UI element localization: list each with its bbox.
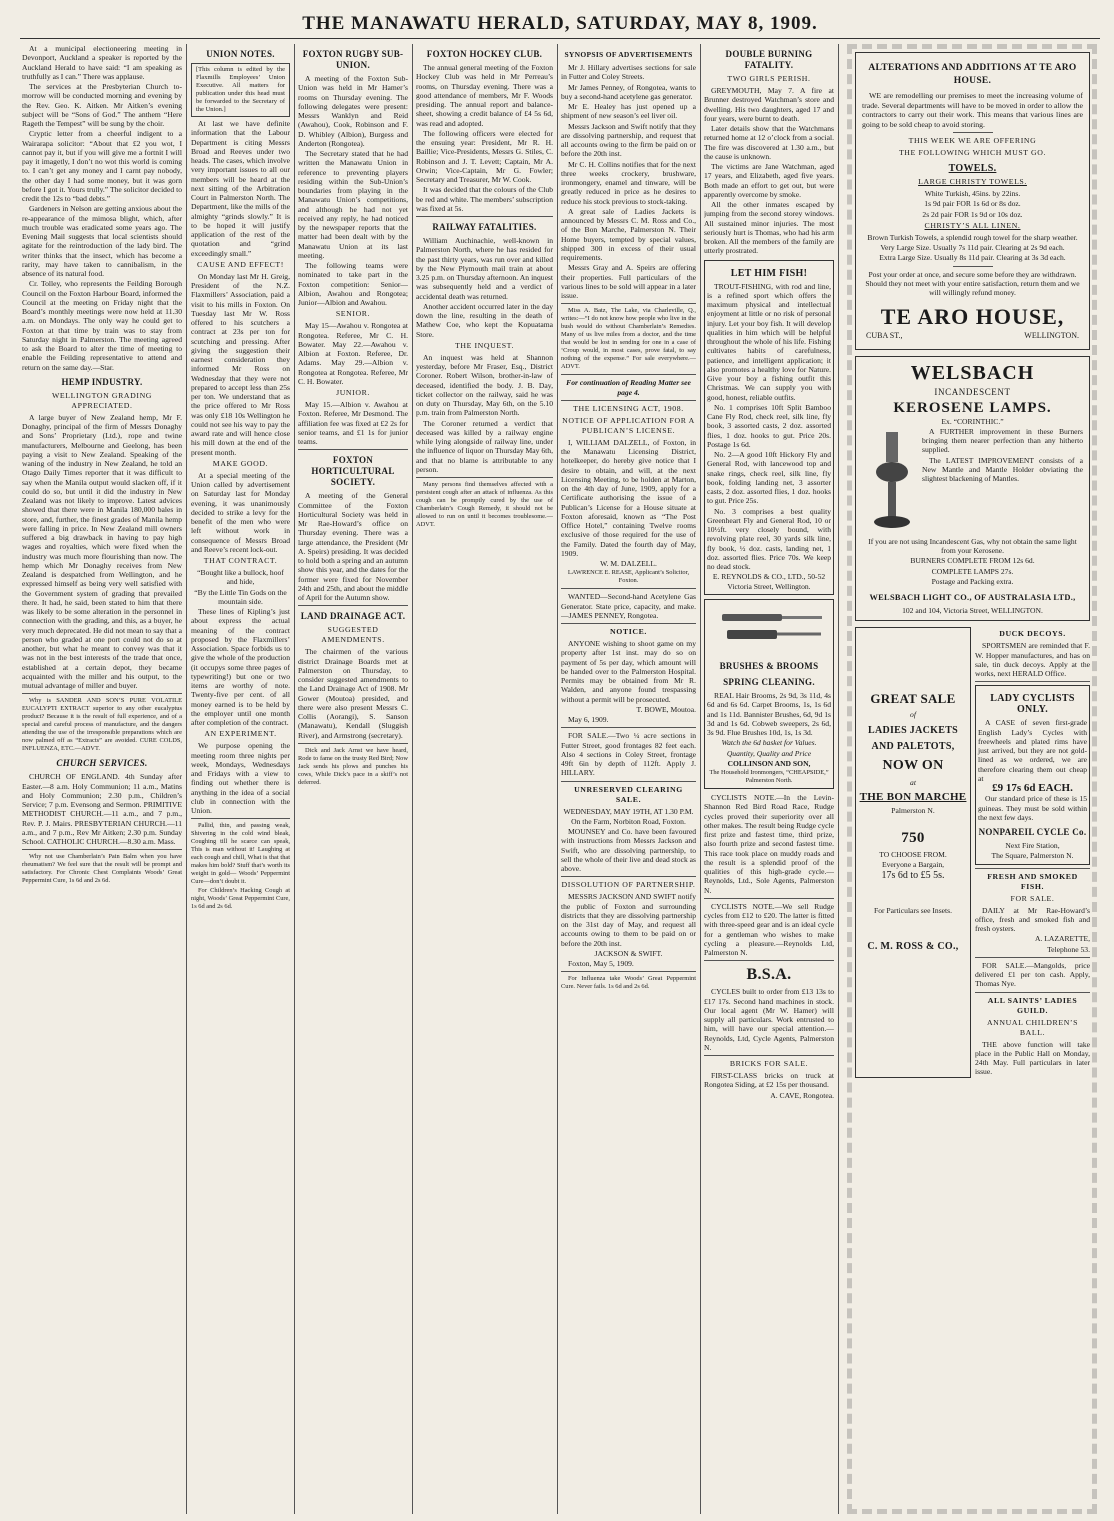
product-price: BURNERS COMPLETE FROM 12s 6d. (910, 556, 1035, 566)
news-paragraph: May 15.—Albion v. Awahou at Foxton. Referee, Mr Desmond. The affiliation fee was fixed at £2 2s for senior teams, and £1 1s for junior teams. (298, 400, 408, 446)
advertiser-name: COLLINSON AND SON, (727, 758, 811, 768)
advertisement-paragraph: THE above function will take place in the Public Hall on Monday, 24th May. Full particulars in later issue. (975, 1039, 1090, 1077)
article-headline: RAILWAY FATALITIES. (432, 222, 537, 232)
product-price: Extra Large Size. Usually 8s 11d pair. Clearing at 3s 3d each. (879, 253, 1066, 263)
advertiser-name: A. LAZARETTE, (1034, 934, 1090, 944)
product-price: 2s 2d pair FOR 1s 9d or 10s doz. (922, 209, 1023, 219)
advertiser-name: E. REYNOLDS & CO., LTD., 50-52 Victoria Street, Wellington. (712, 572, 826, 591)
column-2 (191, 44, 290, 1514)
product-price: COMPLETE LAMPS 27s. (931, 566, 1014, 576)
advertisement-text: For Particulars see Insets. (873, 905, 953, 915)
advertisement-paragraph: Our standard price of these is 15 guineas. They must be sold within the next few days. (978, 794, 1087, 822)
advertisement-paragraph: TROUT-FISHING, with rod and line, is a refined sport which offers the maximum physical and intellectual enjoyment at little or no risk of personal injury. Let your boy fish. It will develop qualities in him which will be helpful throughout the whole of his life. Fishing cultivates habits of carefulness, patience, and intelligent application; it also promotes a healthy love for Nature. Give your boy a fishing outfit this Christmas. We can supply you with good, honest, reliable outfits. (707, 281, 831, 402)
news-paragraph: The following officers were elected for the ensuing year: President, Mr R. H. Baillie; Vice-Presidents, Messrs G. Stiles, C. Robinson and J. T. Levett; Captain, Mr A. Orwin; Vice-Captain, Mr G. Fowler; Secretary and Treasurer, Mr W. Cook. (416, 128, 553, 184)
advertisement-headline: B.S.A. (746, 966, 792, 984)
advertisement-text: TO CHOOSE FROM. (879, 850, 947, 859)
advertisement-paragraph: Post your order at once, and secure some before they are withdrawn. Should they not meet with your entire satisfaction, return them and we will willingly refund money. (865, 269, 1080, 297)
advertisement-headline: FRESH AND SMOKED FISH. (987, 871, 1078, 891)
article-subheading: SUGGESTED AMENDMENTS. (321, 625, 385, 645)
advertisement-verse: Pallid, thin, and passing weak, Shivering in the cold wind bleak, Coughing till he scarce can speak, This is man without it! Laughing at each cough and chill, What is that that makes him bold? Stuff that’s worth its weight in gold— Woods’ Peppermint Cure—don’t doubt it. (191, 822, 290, 886)
article-headline: UNION NOTES. (206, 49, 275, 59)
lady-cyclists-advertisement (975, 685, 1090, 864)
news-paragraph: These lines of Kipling’s just about express the actual meaning of the contract proposed by the Flaxmillers’ Association. Space forbids us to give the whole of the production (it occupys some three pages of typewriting!) but one or two items are worthy of note. Twenty-five per cent. of all money earned is to be held by the employer until one month after completion of the contract. (191, 607, 290, 727)
advertisement-headline: BRICKS FOR SALE. (729, 1059, 809, 1068)
advertisement-paragraph: CYCLISTS NOTE.—We sell Rudge cycles from £12 to £20. The latter is fitted with three-speed gear and is an ideal cycle for a gentleman who wishes to make cycling a pleasure.—Reynolds Ltd, Palmerston N. (704, 901, 834, 957)
advertisement-paragraph: Why is SANDER AND SON’S PURE VOLATILE EUCALYPTI EXTRACT superior to any other eucalyptus product? Because it is the result of full experience, and of a special and careful process of manufacture, and the dangers attending the use of the irresponsible preparations which are now palmed off as “Extracts” are avoided. CURE COLDS, INFLUENZA, ETC.—ADVT. (22, 697, 182, 753)
advertisement-headline: DUCK DECOYS. (999, 629, 1066, 639)
notice-heading: THE LICENSING ACT, 1908. (573, 403, 684, 413)
synopsis-item: Mr C. H. Collins notifies that for the next three weeks crockery, brushware, ironmongery, enamel and tinware, will be greatly reduced in price as he desires to reduce his stock previous to stock-taking. (561, 159, 696, 206)
advertisement-subheading: FOR SALE. (1010, 893, 1055, 903)
advertisement-number: 750 (901, 830, 925, 846)
column-3 (298, 44, 408, 1514)
advertisement-paragraph: Watch the 6d basket for Values. (721, 738, 817, 748)
advertisement-headline: ALL SAINTS’ LADIES GUILD. (987, 995, 1078, 1015)
article-subheading: TWO GIRLS PERISH. (727, 74, 811, 83)
news-paragraph: Cryptic letter from a cheerful indigent to a Wairarapa solicitor: “About that £2 you wot, I cannot pay it, but if you will give me a fortnit I will pay it imagetly, I don’t no wot this world is coming to. I can’t get any money and I carnt pay nobody, the other day I had some money, but it was gorn before I got it. Yours trully.” The solicitor decided to credit the 12s to “bad debts.” (22, 129, 182, 203)
advertisement-headline: LADY CYCLISTS ONLY. (990, 693, 1075, 716)
news-paragraph: Later details show that the Watchmans returned home at 12 o’clock from a social. The fire was discovered at 1.30 a.m., but the cause is unknown. (704, 124, 834, 161)
news-paragraph: The annual general meeting of the Foxton Hockey Club was held in Mr Perreau’s rooms, on Thursday evening. There was a good attendance of members, Mr F. Woods presiding. The annual report and balance-sheet, showing a credit balance of £4 5s 6d, was read and adopted. (416, 63, 553, 128)
notice-date: Foxton, May 5, 1909. (568, 959, 634, 968)
advertisement-subheading: INCANDESCENT (934, 386, 1011, 397)
notice-signature: W. M. DALZELL. (600, 559, 657, 568)
synopsis-item: Mr E. Healey has just opened up a shipment of new season’s eel liver oil. (561, 102, 696, 121)
article-subheading: CAUSE AND EFFECT! (197, 259, 284, 269)
news-paragraph: At last we have definite information that the Labour Department is citing Messrs Broad and Reeves under two heads. The cases, which involve very important issues to all our members will be heard at the next sitting of the Arbitration Court in Palmerston North. The Department, like the mills of the almighty “grinds slowly.” It is to be hoped it will justify application of the rest of the quotation and “grind exceedingly small.” (191, 119, 290, 258)
advertisement-headline: ALTERATIONS AND ADDITIONS AT TE ARO HOUSE. (868, 63, 1077, 86)
product-price: 17s 6d to £5 5s. (881, 869, 945, 881)
notice-heading: NOTICE. (610, 627, 647, 636)
right-small-ads (975, 627, 1090, 1077)
synopsis-item: Messrs Jackson and Swift notify that they are dissolving partnership, and request that all accounts owing to the firm be paid on or before the 20th inst. (561, 121, 696, 159)
notice-paragraph: MESSRS JACKSON AND SWIFT notify the public of Foxton and surrounding districts that they are dissolving partnership on the 31st day of May, and request all accounts owing to them to be paid on or before the 20th inst. (561, 892, 696, 948)
advertisement-headline: TOWELS. (948, 163, 997, 174)
advertisement-text: at (910, 777, 916, 787)
notice-signature: LAWRENCE E. REASE, Applicant’s Solicitor, Foxton. (567, 569, 690, 585)
advertisement-paragraph: WE are remodelling our premises to meet the increasing volume of trade. Several departments will have to be moved in order to allow the contractors to carry out their work. This means that various lines are going to be sold cheap to avoid storing. (862, 91, 1083, 129)
notice-heading: DISSOLUTION OF PARTNERSHIP. (561, 880, 696, 890)
notice-location: On the Farm, Norbiton Road, Foxton. (571, 816, 686, 826)
advertisement-subheading: THE FOLLOWING WHICH MUST GO. (898, 148, 1047, 157)
editorial-note: [This column is edited by the Flaxmills Employees’ Union Executive. All matters for publication under this head must be forwarded to the Secretary of the Union.] (191, 63, 290, 117)
continuation-note: For continuation of Reading Matter see page 4. (566, 378, 691, 397)
synopsis-item: Mr J. Hillary advertises sections for sale in Futter and Coley Streets. (561, 63, 696, 82)
news-paragraph: The Secretary stated that he had written the Manawatu Union in reference to preventing players residing within the Sub-Union’s boundaries from playing in the Manawatu Union’s competitions, and although he had not yet received any reply, he had noticed by the newspaper reports that the matter had been dealt with by the Manawatu Union at its last meeting. (298, 149, 408, 260)
product-price: 1s 9d pair FOR 1s 6d or 8s doz. (924, 199, 1021, 209)
advertiser-name: NONPAREIL CYCLE Co. (978, 827, 1087, 837)
advertisement-subheading: CHRISTY’S ALL LINEN. (924, 220, 1021, 230)
notice-date: WEDNESDAY, MAY 19TH, AT 1.30 P.M. (563, 806, 694, 816)
news-paragraph: William Auchinachie, well-known in Palmerston North, where he has resided for the past thirty years, was run over and killed by the New Plymouth mail train at about 3.25 p.m. on Thursday afternoon. An inquest was subsequently held and a verdict of accidental death was returned. (416, 236, 553, 301)
advertisement-paragraph: CYCLES built to order from £13 13s to £17 17s. Second hand machines in stock. Our local agent (Mr W. Hamer) will supply all particulars. Work entrusted to him, will have our special attention.—Reynolds, Ltd, Cycle Agents, Palmerston N. (704, 987, 834, 1052)
advertisement-verse: Dick and Jack Arnst we have heard, Rode to fame on the trusty Red Bird; Now Jack sends his plows and punches his cows, While Dick’s pace in a skiff’s not deferred. (298, 746, 408, 786)
column-rule (838, 44, 839, 1514)
news-paragraph: A meeting of the Foxton Sub-Union was held in Mr Hamer’s rooms on Thursday evening. The following delegates were present: Messrs Wanklyn and Reid (Awahou), Cook, Robinson and F. D. Whibley (Albion), Burgess and Anderton (Rongotea). (298, 74, 408, 148)
notice-paragraph: ANYONE wishing to shoot game on my property after 1st inst. may do so on payment of 5s per day, which amount will be handed over to the Palmerston Hospital. Permits may be obtained from Mr R. Walden, and anyone found trespassing without a permit will be prosecuted. (561, 639, 696, 704)
advertisement-headline: AND PALETOTS, (871, 740, 955, 752)
advertiser-address: 102 and 104, Victoria Street, WELLINGTON. (902, 606, 1043, 615)
advertisement-text: of (910, 710, 916, 720)
news-paragraph: Gardeners in Nelson are getting anxious about the re-appearance of the mimosa blight, which, after much trouble was eradicated some years ago. The Evening Mail suggests that local scientists should agitate for the reintroduction of the lady bird. The writer thinks that the insect, which has become a rarity, may have taken to cannibalism, in the absence of its natural food. (22, 204, 182, 278)
notice-heading: UNRESERVED CLEARING SALE. (574, 784, 683, 804)
column-rule (186, 44, 187, 1514)
article-subheading: WELLINGTON GRADING APPRECIATED. (51, 390, 153, 410)
advertisement-paragraph: The LATEST IMPROVEMENT consists of a New Mantle and Mantle Holder obviating the slightest blackening of Mantles. (922, 455, 1083, 483)
advertisement-headline: GREAT SALE (870, 691, 956, 707)
advertisement-paragraph: No. 1 comprises 10ft Split Bamboo Cane Fly Rod, check reel, silk line, fly book, 3 assorted casts, 2 doz. assorted flies, 1 doz. hooks to gut. Price 20s. Postage 1s 6d. (707, 402, 831, 449)
product-description: White Turkish, 45ins. by 22ins. (924, 189, 1021, 198)
column-6 (704, 44, 834, 1514)
advertisement-paragraph: CYCLISTS NOTE.—In the Levin-Shannon Red Bird Road Race, Rudge cycles proved their superiority over all other makes. The result being Rudge cycle first prize and fastest time, third prize, also fourth prize and second fastest time. This race took place on muddy roads and the result is a splendid proof of the qualities of this high-grade cycle.—Reynolds, Ltd., Sole Agents, Palmerston N. (704, 793, 834, 895)
column-7 (855, 52, 1090, 1507)
article-subheading: AN EXPERIMENT. (204, 729, 277, 739)
classified-ad: FOR SALE.—Mangolds, price delivered £1 per ton cash. Apply, Thomas Nye. (975, 960, 1090, 989)
advertiser-address: Next Fire Station, (1005, 841, 1060, 850)
column-rule (294, 44, 295, 1514)
fishing-advertisement (704, 260, 834, 595)
news-paragraph: The chairmen of the various district Drainage Boards met at Palmerston on Thursday, to consider suggested amendments to the Land Drainage Act of 1908. Mr Gower (Moutoa) presided, and there were also present Messrs C. Collis (Aorangi), S. Sanson (Manawatu), Kendall (Sluggish River), and Armstrong (secretary). (298, 647, 408, 740)
advertisement-paragraph: Quantity, Quality and Price (726, 748, 812, 758)
news-paragraph: We purpose opening the meeting room three nights per week, Mondays, Wednesdays and Fridays with a view to finding out whether there is anything in the idea of a social club in connection with the Union. (191, 741, 290, 815)
column-5 (561, 44, 696, 1514)
news-paragraph: The following teams were nominated to take part in the Foxton competition: Senior—Albion, Awahou and Rongotea; Junior—Albion and Awahou. (298, 261, 408, 307)
quotation: “Bought like a bullock, hoof and hide, (197, 568, 284, 587)
classified-ad: WANTED—Second-hand Acetylene Gas Generator. State price, capacity, and make.—JAMES PENNEY, Rongotea. (561, 592, 696, 620)
notice-heading: NOTICE OF APPLICATION FOR A PUBLICAN’S LICENSE. (562, 415, 695, 435)
notice-paragraph: MOUNSEY and Co. have been favoured with instructions from Messrs Jackson and Swift, who are dissolving partnership, to sell the whole of their live and dead stock as above. (561, 827, 696, 873)
brushes-advertisement (704, 599, 834, 789)
advertisement-paragraph: DAILY at Mr Rae-Howard’s office, fresh and smoked fish and fresh oysters. (975, 905, 1090, 933)
advertisement-headline: NOW ON (882, 757, 944, 773)
notice-date: May 6, 1909. (568, 715, 609, 724)
column-rule (412, 44, 413, 1514)
news-paragraph: The Coroner returned a verdict that deceased was killed by a railway engine while lying alongside of railway line, under the influence of liquor on Thursday May 6th, and that no blame is attributable to any person. (416, 418, 553, 474)
news-paragraph: Another accident occurred later in the day down the line, resulting in the death of Mathew Coe, who kept the Kopuatama Store. (416, 301, 553, 339)
notice-signature: JACKSON & SWIFT. (594, 948, 663, 958)
synopsis-item: A great sale of Ladies Jackets is announced by Messrs C. M. Ross and Co., of the Bon Marche, Palmerston N. Their Home buyers, tempted by special values, shipped 300 in excess of their usual requirements. (561, 206, 696, 262)
store-city: WELLINGTON. (1024, 331, 1079, 341)
synopsis-item: Mr James Penney, of Rongotea, wants to buy a second-hand acetylene gas generator. (561, 82, 696, 101)
article-headline: HEMP INDUSTRY. (61, 376, 143, 387)
article-headline: FOXTON HOCKEY CLUB. (426, 49, 543, 59)
advertisement-headline: BRUSHES & BROOMS (719, 661, 819, 671)
masthead (20, 10, 1100, 39)
advertisement-paragraph: Miss A. Batz, The Lake, via Charleville, Q., writes:—“I do not know how people who live in the bush would do without Chamberlain’s Remedies. Many of us live miles from a doctor, and the time that would be lost in sending for one in a case of ‘Croup would, in most cases, prove fatal, to say nothing of the expense.” For sale everywhere.—ADVT. (561, 307, 696, 371)
advertisement-paragraph: SPORTSMEN are reminded that F. W. Hopper manufactures, and has on sale, tin duck decoys. Apply at the works, next HERALD Office. (975, 641, 1090, 678)
advertisement-headline: LADIES JACKETS (867, 724, 959, 736)
advertiser-address: The Household Ironmongers, “CHEAPSIDE,” Palmerston North. (709, 769, 829, 784)
store-name: THE BON MARCHE (859, 790, 967, 803)
advertisement-headline: WELSBACH (910, 361, 1035, 384)
te-aro-advertisement (855, 52, 1090, 350)
product-description: Brown Turkish Towels, a splendid rough towel for the sharp weather. (867, 232, 1078, 242)
news-paragraph: The services at the Presbyterian Church to-morrow will be conducted morning and evening by the Rev. Geo. K. Aitken. Mr Aitken’s evening subject will be “Sons of God.” The anthem “Here Rageth the Tempest” will be sung by the choir. (22, 82, 182, 128)
article-headline: CHURCH SERVICES. (56, 758, 148, 769)
column-rule (700, 44, 701, 1514)
product-price: £9 17s 6d EACH. (992, 782, 1073, 794)
advertisement-paragraph: For Children’s Hacking Cough at night, Woods’ Great Peppermint Cure, 1s 6d and 2s 6d. (191, 887, 290, 911)
column-1 (22, 44, 182, 1514)
notice-paragraph: I, WILLIAM DALZELL, of Foxton, in the Manawatu Licensing District, hotelkeeper, do hereby give notice that I desire to obtain, and will, at the next Licensing Meeting, to be holden at Marton, on the 4th day of June, 1909, apply for a Certificate authorising the issue of a Publican’s License for a House situate at Foxton aforesaid, known as “The Post Office Hotel,” containing Twelve rooms exclusive of those required for the use of the Family. Dated the fourth day of May, 1909. (561, 437, 696, 558)
advertisement-headline: KEROSENE LAMPS. (893, 399, 1052, 416)
news-paragraph: A large buyer of New Zealand hemp, Mr F. Donaghy, principal of the firm of Messrs Donaghy and Sons’ Proprietary (Ltd.), rope and twine manufacturers, Melbourne and Geelong, has been paying a visit to New Zealand. Speaking of the waning of the industry in New Zealand, he told an Otago Daily Times reporter that it was difficult to say when the Manila output would slacken off, if it could do so, but until it did the industry in New Zealand was not likely to improve. Latest advices showed that there were in Manila 180,000 bales in store, and, further, the finest grades of Manila hemp were falling in price. In New Zealand mill owners suffered a big drawback in having to pay high wages and royalties, which were fixed when the industry was much more flourishing than now. The hemp which Mr Donaghy receives from New Zealand is despatched from Wellington, and he expressed himself as being very well satisfied with the Government system of grading that prevailed there. It had, he said, been stated to him that there was likely to be some alteration in the personnel in connection with the grading, and this, as a buyer, he very much deprecated. He did not mean to say that a person who graded at one port could not do so at another, but what he meant to convey was that it was not in the best interests of the trade that once, established at a certain depot, they became acquainted with the miller and his output, to the mutual advantage of miller and buyer. (22, 412, 182, 690)
advertisement-subheading: THIS WEEK WE ARE OFFERING (908, 136, 1037, 145)
advertiser-name: A. CAVE, Rongotea. (770, 1090, 834, 1100)
store-address: CUBA ST., (866, 331, 903, 341)
news-paragraph: CHURCH OF ENGLAND. 4th Sunday after Easter.—8 a.m. Holy Communion; 11 a.m., Matins and Holy Communion; 2.30 p.m., Children’s Service; 7 p.m. Evensong and Sermon. PRIMITIVE METHODIST CHURCH.—11 a.m., and 7 p.m., Rev. P. J. Mairs. PRESBYTERIAN CHURCH.—11 a.m., and 7 p.m., Rev Mr Aitken; 2.30 p.m. Sunday School. CATHOLIC CHURCH.—8.30 a.m. Mass. (22, 772, 182, 846)
advertiser-telephone: Telephone 53. (1047, 944, 1090, 954)
advertisement-headline: SPRING CLEANING. (723, 677, 815, 687)
advertisement-paragraph: FIRST-CLASS bricks on truck at Rongotea Siding, at £2 15s per thousand. (704, 1071, 834, 1090)
article-subheading: MAKE GOOD. (212, 458, 269, 468)
column-rule (557, 44, 558, 1514)
section-headline: SYNOPSIS OF ADVERTISEMENTS (564, 50, 693, 59)
quotation: “By the Little Tin Gods on the mountain side. (194, 587, 287, 606)
article-headline: DOUBLE BURNING FATALITY. (725, 49, 813, 70)
product-price: Very Large Size. Usually 7s 11d pair. Clearing at 2s 9d each. (880, 243, 1065, 252)
news-paragraph: May 15—Awahou v. Rongotea at Rongotea. Referee, Mr C. H. Bowater. May 22.—Awahou v. Albion at Foxton. Referee, Dr. Adams. May 29.—Albion v. Rongotea at Rongotea. Referee, Mr C. H. Bowater. (298, 321, 408, 386)
news-paragraph: A meeting of the General Committee of the Foxton Horticultural Society was held in Mr Rae-Howard’s office on Thursday evening. There was a large attendance, the President (Mr A. Speirs) presiding. It was decided to hold both a spring and an autumn show this year, and the dates for the former were fixed for November 24th and 25th, and about the middle of April for the Autumn show. (298, 491, 408, 602)
classified-ad: FOR SALE.—Two ¼ acre sections in Futter Street, good frontages 82 feet each. Also 4 sections in Coley Street, frontage 49ft 6in by depth of 112ft. Apply J. HILLARY. (561, 731, 696, 778)
advertiser-name: WELSBACH LIGHT CO., OF AUSTRALASIA LTD., (869, 593, 1076, 602)
advertisement-paragraph: If you are not using Incandescent Gas, why not obtain the same light from your Kerosene. (868, 536, 1077, 555)
article-headline: FOXTON HORTICULTURAL SOCIETY. (311, 455, 395, 488)
store-city: Palmerston N. (891, 805, 935, 815)
news-paragraph: It was decided that the colours of the Club be red and white. The members’ subscription was fixed at 5s. (416, 185, 553, 213)
article-subheading: SENIOR. (335, 309, 371, 319)
advertisement-paragraph: No. 2—A good 10ft Hickory Fly and General Rod, with lancewood top and snake rings, check reel, silk line, fly book, folding landing net, 3 assorter casts, 2 doz. assorted flies, 1 doz. hooks to gut. Price 25s. (707, 450, 831, 506)
synopsis-item: Messrs Gray and A. Speirs are offering their properties. Full particulars of the various lines to be sold will appear in a later issue. (561, 263, 696, 300)
article-subheading: JUNIOR. (336, 388, 370, 397)
news-paragraph: Cr. Tolley, who represents the Feilding Borough Council on the Foxton Harbour Board, informed the Council at the meeting on Friday night that the Board’s monthly meetings were now held at 11.30 a.m. on Mondays. The only way he could get to Foxton at that time by train was to stay from Saturday night in Palmerston. The meeting agreed to ask the Board to alter the time of meeting to enable the Feilding representative to attend and return on the same day.—Star. (22, 279, 182, 372)
column-4 (416, 44, 553, 1514)
advertisement-subheading: LARGE CHRISTY TOWELS. (918, 177, 1027, 186)
news-paragraph: GREYMOUTH, May 7. A fire at Brunner destroyed Watchman’s store and dwelling. His two daughters, aged 17 and four years, were burnt to death. (704, 86, 834, 123)
advertisement-subheading: Ex. “CORINTHIC.” (941, 416, 1004, 426)
advertisement-paragraph: REAL Hair Brooms, 2s 9d, 3s 11d, 4s 6d and 6s 6d. Carpet Brooms, 1s, 1s 6d and 1s 11d. Bannister Brushes, 6d, 9d 1s 3d and 1s 6d. Cobweb sweepers, 2s 6d, 3s 9d. Flue Brushes 10d, 1s, 1s 3d. (707, 691, 831, 737)
advertisement-paragraph: For Influenza take Woods’ Great Peppermint Cure. Never fails. 1s 6d and 2s 6d. (561, 975, 696, 991)
advertisement-paragraph: No. 3 comprises a best quality Greenheart Fly and General Rod, 10 or 10½ft. very closely bound, with revolving plate reel, 30 yards silk line, fly book, ½ doz. casts, landing net, 1 doz. assorted flies. Price 70s. We keep no dead stock. (707, 506, 831, 571)
news-paragraph: At a special meeting of the Union called by advertisement on Saturday last for Monday evening, it was unanimously decided to strike a levy for the benefit of the men who were left without work in consequence of Messrs Broad and Reeve’s recent lock-out. (191, 470, 290, 554)
kerosene-lamp-icon (862, 427, 922, 537)
advertisement-paragraph: Why not use Chamberlain’s Pain Balm when you have rheumatism? We feel sure that the result will be prompt and satisfactory. For Chronic Chest Complaints Woods’ Great Peppermint Cure, 1s 6d and 2s 6d. (22, 853, 182, 885)
advertisement-paragraph: Many persons find themselves affected with a persistent cough after an attack of influenza. As this cough can be promptly cured by the use of Chamberlain’s Cough Remedy, it should not be allowed to run on until it becomes troublesome.—ADVT. (416, 481, 553, 528)
advertiser-name: C. M. ROSS & CO., (867, 941, 959, 952)
article-headline: FOXTON RUGBY SUB-UNION. (302, 49, 404, 70)
newspaper-title: THE MANAWATU HERALD, SATURDAY, MAY 8, 1909. (302, 13, 818, 34)
bon-marche-advertisement (855, 627, 971, 1077)
advertisement-paragraph: A CASE of seven first-grade English Lady’s Cycles with freewheels and plated rims have just arrived, but they are not gold-lined as we ordered, we are therefore clearing them out cheap at (978, 718, 1087, 783)
article-subheading: THAT CONTRACT. (203, 556, 278, 565)
advertisement-headline: LET HIM FISH! (730, 267, 808, 279)
notice-signature: T. BOWE, Moutoa. (636, 704, 696, 714)
news-paragraph: On Monday last Mr H. Greig, President of the N.Z. Flaxmillers’ Association, paid a visit to his mills in Foxton. On Tuesday last Mr W. Ross offered to his scutchers a contract at 23s per ton for scutching and pressing. After giving the suggestion their earnest consideration they informed Mr Ross on Wednesday that they were not prepared to accept less than 25s per ton. We understand that as the price offered to Mr Ross was only £18 10s Wellington he could not see his way to pay the award rate and will hence close his mill down at the end of the present month. (191, 271, 290, 457)
advertisement-text: Everyone a Bargain, (881, 860, 945, 870)
news-paragraph: The victims are Jane Watchman, aged 17 years, and Elizabeth, aged five years. Both made an effort to get out, but were apparently overcome by smoke. (704, 162, 834, 199)
news-paragraph: At a municipal electioneering meeting in Devonport, Auckland a speaker is reported by the Auckland Herald to have said: “I am speaking as truthfully as I can.” There was applause. (22, 44, 182, 81)
advertiser-address: The Square, Palmerston N. (991, 851, 1074, 861)
broom-illustration-icon (717, 608, 827, 648)
news-paragraph: All the other inmates escaped by jumping from the second storey windows. All sustained minor injuries. The most seriously hurt is Thomas, who had his arm broken. All the members of the family are utterly prostrated. (704, 200, 834, 256)
advertisement-paragraph: A FURTHER improvement in these Burners bringing them nearer perfection than any hitherto supplied. (922, 426, 1083, 455)
advertisement-paragraph: Postage and Packing extra. (931, 576, 1014, 586)
advertisement-subheading: ANNUAL CHILDREN’S BALL. (986, 1017, 1079, 1037)
news-paragraph: An inquest was held at Shannon yesterday, before Mr Fraser, Esq., District Coroner. Robert Wilson, brother-in-law of deceased, identified the body. J. B. Day, ticket collector on the railway, said he was on duty on Thursday, May 6th, on the 5.10 p.m. train from Palmerston North. (416, 352, 553, 418)
article-subheading: THE INQUEST. (454, 340, 515, 350)
welsbach-advertisement (855, 356, 1090, 622)
article-headline: LAND DRAINAGE ACT. (300, 611, 406, 622)
store-name: TE ARO HOUSE, (880, 304, 1065, 330)
